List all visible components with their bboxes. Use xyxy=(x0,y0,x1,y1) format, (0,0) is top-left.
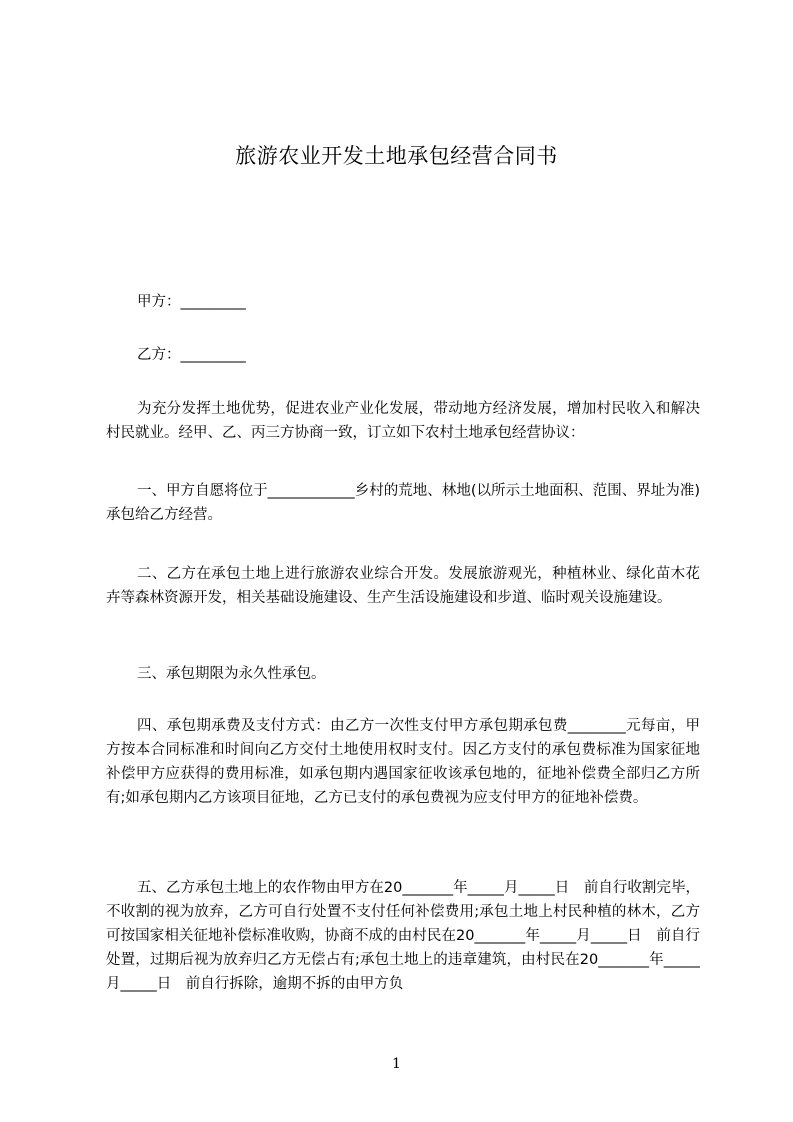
intro-paragraph: 为充分发挥土地优势，促进农业产业化发展，带动地方经济发展，增加村民收入和解决村民就业。经甲、乙、丙三方协商一致，订立如下农村土地承包经营协议： xyxy=(106,401,700,441)
page-number: 1 xyxy=(392,1056,401,1072)
clause-1-paragraph: 一、甲方自愿将位于____________乡村的荒地、林地(以所示土地面积、范围、界址为准)承包给乙方经营。 xyxy=(106,483,700,523)
clause-2-paragraph: 二、乙方在承包土地上进行旅游农业综合开发。发展旅游观光，种植林业、绿化苗木花卉等森林资源开发，相关基础设施建设、生产生活设施建设和步道、临时观关设施建设。 xyxy=(106,566,700,606)
clause-4-paragraph: 四、承包期承费及支付方式：由乙方一次性支付甲方承包期承包费________元每亩，甲方按本合同标准和时间向乙方交付土地使用权时支付。因乙方支付的承包费标准为国家征地补偿甲方应获得的费用标准，如承包期内遇国家征收该承包地的，征地补偿费全部归乙方所有;如承包期内乙方该项目征地，乙方已支付的承包费视为应支付甲方的征地补偿费。 xyxy=(106,718,700,806)
clause-3-paragraph: 三、承包期限为永久性承包。 xyxy=(137,666,326,682)
document-title: 旅游农业开发土地承包经营合同书 xyxy=(235,144,558,168)
clause-5-paragraph: 五、乙方承包土地上的农作物由甲方在20_______年_____月_____日 前自行收割完毕，不收割的视为放弃，乙方可自行处置不支付任何补偿费用;承包土地上村民种植的林木，乙方可按国家相关征地补偿标准收购，协商不成的由村民在20_______年_____月_____日 前自行处置，过期后视为放弃归乙方无偿占有;承包土地上的违章建筑，由村民在20_______年_____月_____日 前自行拆除，逾期不拆的由甲方负 xyxy=(106,880,700,992)
party-a-line: 甲方：_________ xyxy=(137,294,246,310)
party-b-line: 乙方：_________ xyxy=(137,347,246,363)
